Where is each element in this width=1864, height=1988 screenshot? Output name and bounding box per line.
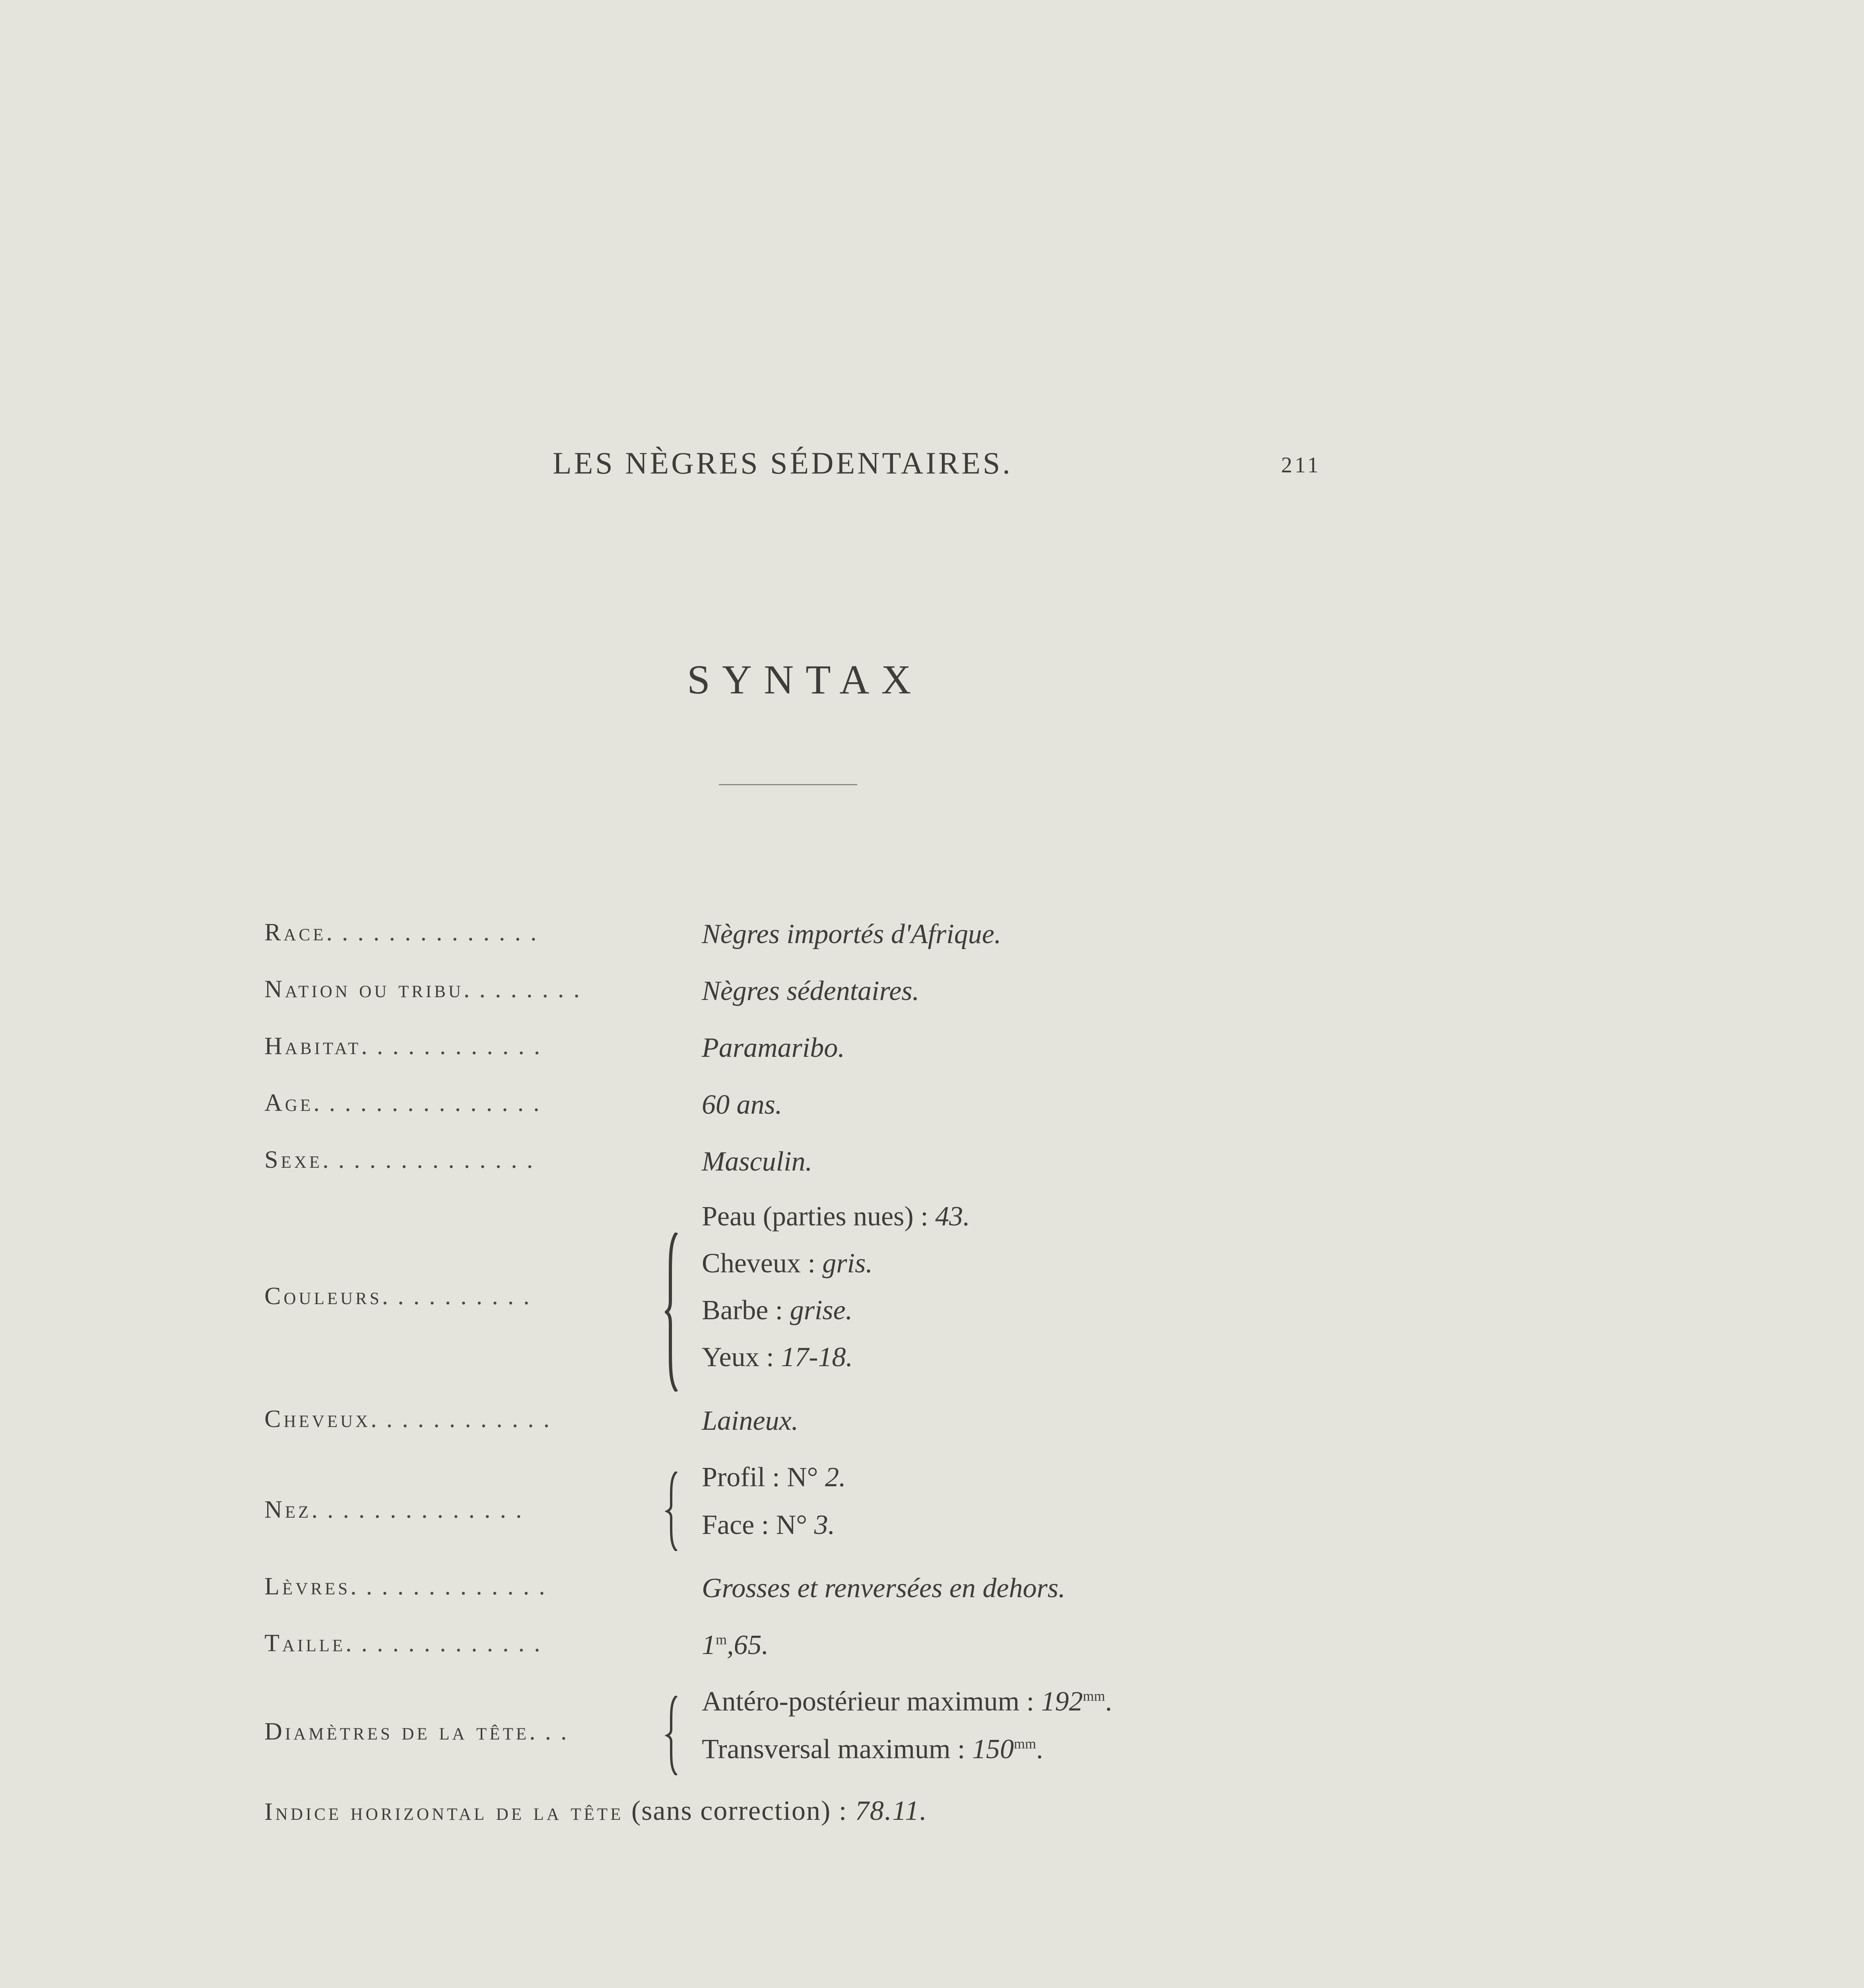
sub-entry-unit: mm: [1083, 1688, 1105, 1704]
sub-entry-key: Face: [702, 1510, 755, 1540]
brace-icon: [665, 1696, 681, 1775]
entry-label: [264, 1146, 676, 1174]
entry-label-text: Nation ou tribu: [264, 976, 464, 1003]
brace-icon: [665, 1233, 681, 1392]
sub-entry: [702, 1509, 835, 1541]
sub-entry-sep: :: [1019, 1686, 1041, 1717]
sub-entry-key: Profil: [702, 1462, 765, 1493]
brace-icon: [665, 1472, 681, 1551]
taille-main: 1: [702, 1630, 716, 1660]
dot-leader: ............: [371, 1406, 559, 1433]
entry-label-text: Diamètres de la tête: [264, 1718, 529, 1745]
entry-label: [264, 1032, 676, 1060]
entry-value: [702, 1573, 1065, 1604]
page-title: SYNTAX: [687, 657, 923, 703]
sub-entry-sep: :: [768, 1295, 790, 1326]
running-title: LES NÈGRES SÉDENTAIRES.: [553, 446, 1013, 480]
sub-entry-sep: :: [759, 1342, 781, 1373]
entry-label-text: Indice horizontal de la tête: [264, 1798, 624, 1825]
dot-leader: .............: [350, 1573, 555, 1600]
dot-leader: ...............: [313, 1089, 549, 1116]
entry-label: [264, 1496, 676, 1524]
entry-label: [264, 975, 676, 1004]
entry-label: [264, 1629, 676, 1658]
dot-leader: ............: [361, 1033, 550, 1060]
sub-entry-key: Antéro-postérieur maximum: [702, 1686, 1019, 1717]
sub-entry-key: Transversal maximum: [702, 1734, 951, 1765]
sub-entry-sep: :: [800, 1248, 823, 1279]
indice-value: 78.11.: [855, 1796, 928, 1826]
sub-entry: [702, 1734, 1043, 1765]
sub-entry-value: 150: [972, 1734, 1014, 1765]
taille-rest: ,65.: [727, 1630, 769, 1660]
entry-value-text: Paramaribo.: [702, 1033, 845, 1063]
sub-entry-unit: mm: [1014, 1736, 1036, 1752]
dot-leader: ..............: [311, 1496, 532, 1523]
sub-entry-sep: : N°: [765, 1462, 825, 1493]
entry-value: [702, 1089, 782, 1121]
sub-entry-key: Peau (parties nues): [702, 1201, 914, 1232]
entry-label: [264, 1282, 676, 1310]
entry-label: [264, 1405, 676, 1433]
entry-label-text: Nez: [264, 1496, 312, 1523]
indice-note: (sans correction): [631, 1796, 831, 1826]
page-number: 211: [1281, 453, 1321, 478]
entry-label-text: Habitat: [264, 1033, 361, 1060]
indice-line: [264, 1795, 928, 1827]
sub-entry: [702, 1342, 853, 1373]
entry-value: [702, 975, 919, 1007]
dot-leader: ..............: [326, 919, 546, 946]
sub-entry-key: Cheveux: [702, 1248, 801, 1279]
sub-entry: [702, 1686, 1112, 1718]
sub-entry-value: 192: [1041, 1686, 1083, 1717]
entry-value: [702, 1629, 769, 1661]
entry-label: [264, 1089, 676, 1117]
dot-leader: ..............: [322, 1146, 543, 1173]
sub-entry-key: Barbe: [702, 1295, 769, 1326]
entry-value-text: Masculin.: [702, 1146, 813, 1177]
entry-label-text: Cheveux: [264, 1406, 371, 1433]
sub-entry-value: grise.: [790, 1295, 853, 1326]
taille-unit: m: [716, 1631, 727, 1648]
entry-label: [264, 1718, 676, 1746]
sub-entry-sep: : N°: [754, 1510, 814, 1540]
sub-entry-value: 17-18.: [781, 1342, 853, 1373]
sub-entry: [702, 1295, 852, 1326]
sub-entry-end: .: [1036, 1734, 1043, 1765]
entry-value: [702, 1405, 798, 1437]
sub-entry-value: 2.: [825, 1462, 846, 1493]
sub-entry: [702, 1462, 846, 1493]
entry-value-text: 60 ans.: [702, 1089, 782, 1120]
title-rule: [719, 784, 857, 785]
sub-entry-sep: :: [950, 1734, 972, 1765]
entry-label-text: Taille: [264, 1630, 346, 1657]
sub-entry-value: 3.: [814, 1510, 835, 1540]
entry-value: [702, 1146, 812, 1178]
entry-label-text: Couleurs: [264, 1283, 382, 1310]
entry-label-text: Lèvres: [264, 1573, 351, 1600]
entry-value-text: Grosses et renversées en dehors.: [702, 1573, 1066, 1604]
dot-leader: .............: [346, 1630, 550, 1657]
entry-label-text: Sexe: [264, 1146, 323, 1173]
entry-value: [702, 918, 1001, 950]
sub-entry-value: 43.: [935, 1201, 970, 1232]
entry-label-text: Age: [264, 1089, 314, 1116]
entry-value-text: Laineux.: [702, 1406, 799, 1436]
entry-label-text: Race: [264, 919, 326, 946]
entry-label: [264, 1573, 676, 1601]
sub-entry-sep: :: [913, 1201, 936, 1232]
dot-leader: ........: [463, 976, 589, 1003]
entry-value: [702, 1032, 845, 1064]
sub-entry-key: Yeux: [702, 1342, 759, 1373]
sub-entry-value: gris.: [822, 1248, 873, 1279]
entry-value-text: Nègres importés d'Afrique.: [702, 919, 1002, 949]
sub-entry-end: .: [1105, 1686, 1112, 1717]
dot-leader: ..........: [382, 1283, 539, 1310]
sub-entry: [702, 1201, 970, 1233]
indice-sep: :: [831, 1796, 855, 1826]
dot-leader: ...: [529, 1718, 577, 1745]
entry-label: [264, 918, 676, 947]
sub-entry: [702, 1248, 873, 1279]
entry-value-text: Nègres sédentaires.: [702, 976, 919, 1006]
